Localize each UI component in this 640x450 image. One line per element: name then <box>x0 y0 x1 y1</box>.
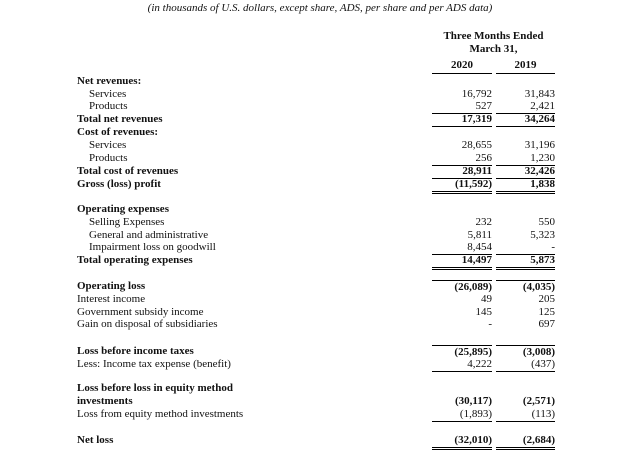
value-2020: 28,911 <box>432 165 492 179</box>
value-2019: 31,843 <box>524 88 555 100</box>
row-label: Impairment loss on goodwill <box>89 241 216 253</box>
table-row <box>0 434 640 447</box>
row-label: Total operating expenses <box>77 254 193 266</box>
value-2019: 31,196 <box>524 139 555 151</box>
value-2020: 28,655 <box>461 139 492 151</box>
row-label: Operating loss <box>77 280 146 292</box>
value-2019: 125 <box>538 306 555 318</box>
table-row <box>0 254 640 267</box>
value-2020: (30,117) <box>455 395 492 407</box>
table-row <box>0 408 640 421</box>
value-2020: - <box>488 318 492 330</box>
row-label: Loss before income taxes <box>77 345 194 357</box>
row-label: Total net revenues <box>77 113 163 125</box>
value-2019: 697 <box>538 318 555 330</box>
row-label: Products <box>89 152 128 164</box>
value-2020: 4,222 <box>432 358 492 372</box>
header-rule-2019 <box>496 73 555 74</box>
row-label: Services <box>89 88 127 100</box>
value-2020: 232 <box>475 216 492 228</box>
row-label: Services <box>89 139 127 151</box>
table-row <box>0 203 640 216</box>
value-2020: 8,454 <box>432 241 492 255</box>
value-2020: (1,893) <box>432 408 492 422</box>
row-label: Government subsidy income <box>77 306 204 318</box>
row-label: Selling Expenses <box>89 216 165 228</box>
value-2020: (26,089) <box>432 280 492 294</box>
value-2019: 1,838 <box>496 178 555 194</box>
row-label: investments <box>77 395 133 407</box>
row-label: Total cost of revenues <box>77 165 179 177</box>
table-row <box>0 241 640 254</box>
row-label: Gain on disposal of subsidiaries <box>77 318 218 330</box>
value-2020: (11,592) <box>432 178 492 194</box>
value-2019: (2,684) <box>496 434 555 450</box>
table-row <box>0 100 640 113</box>
table-row <box>0 165 640 178</box>
table-row <box>0 345 640 358</box>
row-label: General and administrative <box>89 229 209 241</box>
column-header-2020: 2020 <box>451 59 473 71</box>
value-2020: (25,895) <box>432 345 492 359</box>
value-2019: 2,421 <box>496 100 555 114</box>
table-row <box>0 318 640 331</box>
value-2020: 527 <box>432 100 492 114</box>
value-2020: 256 <box>432 152 492 166</box>
value-2019: (3,008) <box>496 345 555 359</box>
table-caption: (in thousands of U.S. dollars, except share, ADS, per share and per ADS data) <box>147 2 493 14</box>
row-label: Loss before loss in equity method <box>77 382 233 394</box>
value-2019: 205 <box>538 293 555 305</box>
table-row <box>0 113 640 126</box>
header-rule-2020 <box>432 73 492 74</box>
value-2020: 14,497 <box>432 254 492 270</box>
table-row <box>0 280 640 293</box>
table-row <box>0 75 640 88</box>
row-label: Loss from equity method investments <box>77 408 244 420</box>
value-2020: 49 <box>481 293 492 305</box>
value-2019: 550 <box>538 216 555 228</box>
row-label: Net revenues: <box>77 75 142 87</box>
row-label: Gross (loss) profit <box>77 178 161 190</box>
table-row <box>0 152 640 165</box>
table-row <box>0 139 640 152</box>
table-row <box>0 293 640 306</box>
value-2019: 5,323 <box>530 229 555 241</box>
value-2019: (113) <box>496 408 555 422</box>
row-label: Cost of revenues: <box>77 126 159 138</box>
table-row <box>0 395 640 408</box>
table-row <box>0 382 640 395</box>
value-2019: (4,035) <box>496 280 555 294</box>
column-header-2019: 2019 <box>514 59 537 71</box>
value-2020: 5,811 <box>467 229 492 241</box>
value-2019: - <box>496 241 555 255</box>
table-row <box>0 358 640 371</box>
row-label: Less: Income tax expense (benefit) <box>77 358 231 370</box>
row-label: Interest income <box>77 293 146 305</box>
value-2019: 34,264 <box>496 113 555 127</box>
row-label: Products <box>89 100 128 112</box>
value-2019: 32,426 <box>496 165 555 179</box>
value-2019: (437) <box>496 358 555 372</box>
value-2020: 17,319 <box>432 113 492 127</box>
table-row <box>0 126 640 139</box>
table-row <box>0 216 640 229</box>
value-2020: (32,010) <box>432 434 492 450</box>
value-2020: 145 <box>475 306 492 318</box>
value-2019: 1,230 <box>496 152 555 166</box>
table-row <box>0 178 640 191</box>
value-2020: 16,792 <box>461 88 492 100</box>
row-label: Operating expenses <box>77 203 169 215</box>
period-header-line2: March 31, <box>469 43 518 55</box>
period-header-line1: Three Months Ended <box>443 30 544 42</box>
value-2019: 5,873 <box>496 254 555 270</box>
value-2019: (2,571) <box>522 395 555 407</box>
row-label: Net loss <box>77 434 114 446</box>
